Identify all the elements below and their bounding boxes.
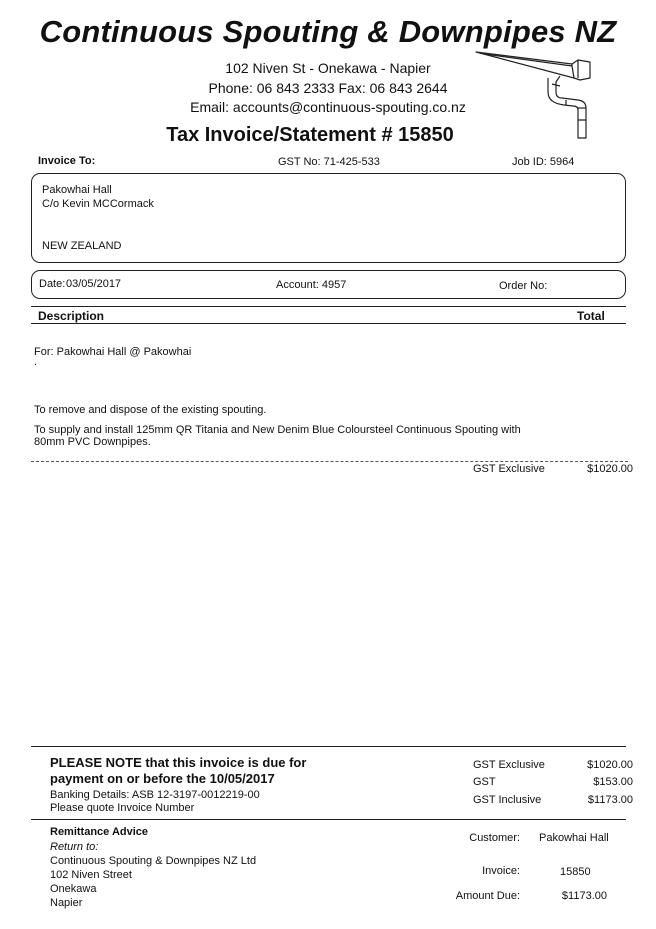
due-note-line-2: payment on or before the 10/05/2017: [50, 771, 275, 786]
return-to-label: Return to:: [50, 841, 99, 853]
footer-top-rule: [31, 746, 626, 747]
total-gst-inclusive-value: $1173.00: [587, 794, 633, 806]
company-name: Continuous Spouting & Downpipes NZ: [39, 14, 617, 49]
total-gst-inclusive-label: GST Inclusive: [473, 794, 542, 806]
account-number: Account: 4957: [276, 279, 347, 291]
remit-invoice-value: 15850: [560, 866, 591, 878]
remit-invoice-label: Invoice:: [482, 865, 520, 877]
description-line-1: To remove and dispose of the existing spouting.: [34, 404, 267, 416]
remittance-rule: [31, 819, 626, 820]
customer-country: NEW ZEALAND: [42, 240, 122, 252]
due-note-line-1: PLEASE NOTE that this invoice is due for: [50, 755, 307, 770]
description-line-2: To supply and install 125mm QR Titania and New Denim Blue Coloursteel Continuous Spouting with 80mm PVC Downpipes.: [34, 424, 521, 448]
company-address: 102 Niven St - Onekawa - Napier: [225, 60, 431, 76]
remit-address-line: Continuous Spouting & Downpipes NZ Ltd: [50, 855, 257, 867]
quote-invoice-note: Please quote Invoice Number: [50, 802, 195, 814]
invoice-title: Tax Invoice/Statement # 15850: [166, 124, 454, 146]
customer-attention: C/o Kevin MCCormack: [42, 198, 154, 210]
order-number-label: Order No:: [499, 280, 548, 292]
subtotal-rule: [31, 461, 628, 462]
description-header: Description: [38, 309, 105, 323]
customer-name: Pakowhai Hall: [42, 184, 112, 196]
total-gst-label: GST: [473, 776, 496, 788]
remit-amount-label: Amount Due:: [455, 890, 520, 902]
subtotal-label: GST Exclusive: [473, 463, 545, 475]
company-phone-fax: Phone: 06 843 2333 Fax: 06 843 2644: [208, 80, 448, 96]
total-gst-exclusive-value: $1020.00: [587, 759, 633, 771]
job-id: Job ID: 5964: [512, 156, 575, 168]
table-top-rule: [31, 306, 626, 307]
remittance-heading: Remittance Advice: [50, 826, 149, 838]
invoice-to-label: Invoice To:: [38, 155, 96, 167]
gst-number: GST No: 71-425-533: [278, 156, 380, 168]
banking-details: Banking Details: ASB 12-3197-0012219-00: [50, 789, 260, 801]
for-line: For: Pakowhai Hall @ Pakowhai: [34, 346, 192, 358]
total-gst-exclusive-label: GST Exclusive: [473, 759, 545, 771]
dot-line: .: [34, 356, 38, 368]
total-gst-value: $153.00: [593, 776, 633, 788]
remit-address-line: 102 Niven Street: [50, 869, 132, 881]
total-header: Total: [577, 309, 605, 323]
remit-amount-value: $1173.00: [561, 890, 607, 902]
subtotal-value: $1020.00: [587, 463, 633, 475]
remit-customer-value: Pakowhai Hall: [539, 832, 609, 844]
invoice-date: 03/05/2017: [66, 278, 122, 290]
remit-address-line: Onekawa: [50, 883, 97, 895]
remit-address-line: Napier: [50, 897, 83, 909]
company-email: Email: accounts@continuous-spouting.co.nz: [190, 99, 466, 115]
remit-customer-label: Customer:: [469, 832, 520, 844]
date-label: Date:: [39, 278, 66, 290]
table-header-rule: [31, 323, 626, 324]
